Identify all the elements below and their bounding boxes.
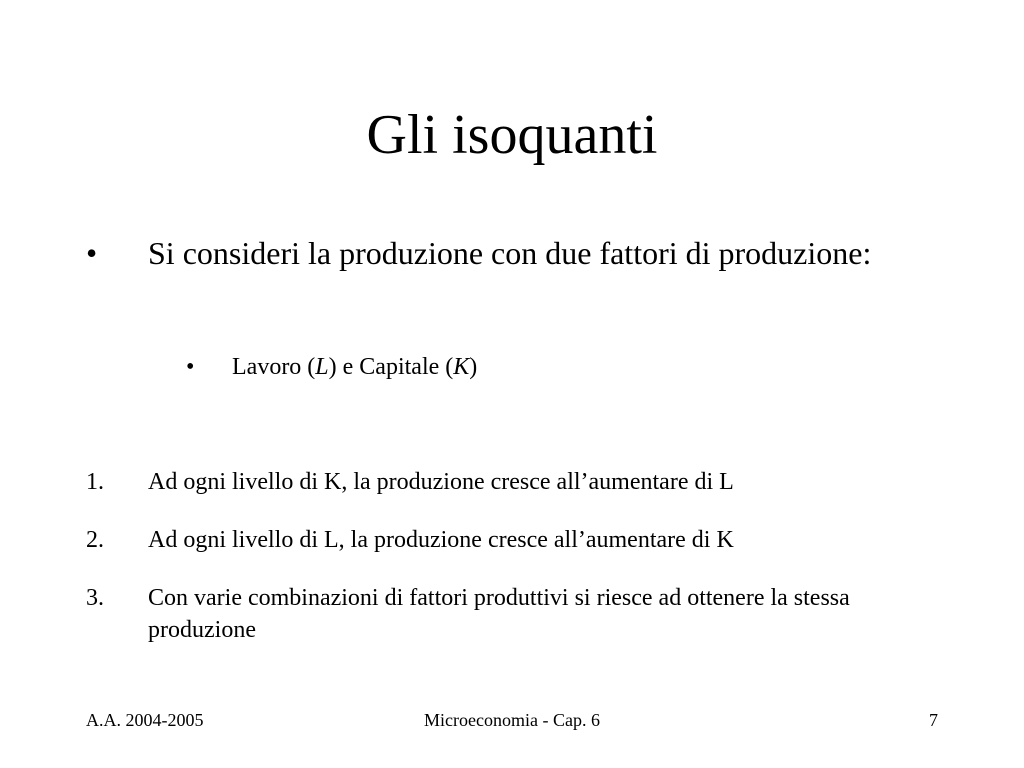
sub-bullet-middle: ) e Capitale ( bbox=[328, 354, 454, 380]
sub-bullet-text bbox=[232, 351, 786, 383]
number-marker: 3. bbox=[86, 585, 104, 611]
slide-title: Gli isoquanti bbox=[366, 104, 658, 166]
footer-academic-year: A.A. 2004-2005 bbox=[86, 710, 204, 730]
variable-l: L bbox=[315, 354, 329, 380]
sub-bullet bbox=[186, 351, 786, 383]
variable-k: K bbox=[453, 354, 470, 380]
footer-course-title: Microeconomia - Cap. 6 bbox=[424, 710, 600, 730]
number-marker: 2. bbox=[86, 527, 104, 553]
numbered-item-2 bbox=[86, 524, 916, 556]
footer-page-number: 7 bbox=[929, 710, 938, 730]
numbered-item-3 bbox=[86, 582, 916, 646]
main-bullet-text: Si consideri la produzione con due fattori di produzione: bbox=[148, 235, 872, 271]
main-bullet bbox=[86, 230, 906, 276]
numbered-item-text: Ad ogni livello di K, la produzione cresce all’aumentare di L bbox=[148, 469, 734, 495]
bullet-marker: • bbox=[86, 235, 98, 271]
number-marker: 1. bbox=[86, 469, 104, 495]
sub-bullet-marker: • bbox=[186, 354, 195, 380]
numbered-item-text: Ad ogni livello di L, la produzione cresce all’aumentare di K bbox=[148, 527, 734, 553]
sub-bullet-prefix: Lavoro ( bbox=[232, 354, 316, 380]
numbered-item-text: Con varie combinazioni di fattori produttivi si riesce ad ottenere la stessa produzione bbox=[148, 585, 850, 643]
sub-bullet-suffix: ) bbox=[469, 354, 478, 380]
numbered-item-1 bbox=[86, 466, 916, 498]
